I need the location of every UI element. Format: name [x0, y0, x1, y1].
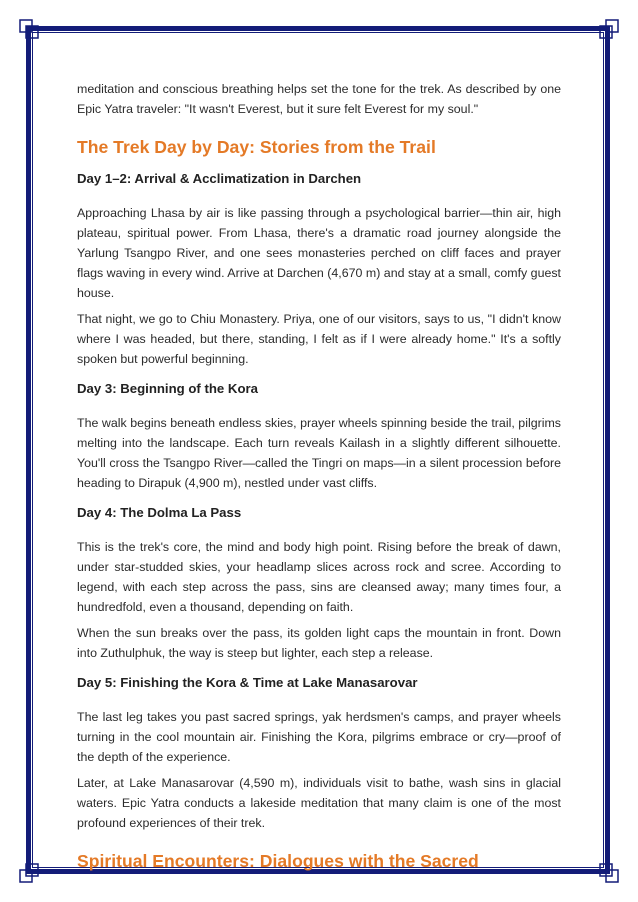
document-content: [77, 79, 561, 873]
day-heading-1-2: Day 1–2: Arrival & Acclimatization in Darchen: [77, 171, 362, 186]
intro-paragraph: meditation and conscious breathing helps set the tone for the trek. As described by one Epic Yatra traveler: "It wasn't Everest, but it sure felt Everest for my soul.": [77, 82, 561, 116]
corner-ornament-icon: [592, 16, 622, 46]
day-heading-4: Day 4: The Dolma La Pass: [77, 505, 242, 520]
day-4-paragraph-2: When the sun breaks over the pass, its golden light caps the mountain in front. Down into Zuthulphuk, the way is steep but lighter, each step a release.: [77, 626, 561, 660]
section-heading-spiritual-encounters: Spiritual Encounters: Dialogues with the Sacred: [77, 851, 479, 871]
day-5-paragraph-2: Later, at Lake Manasarovar (4,590 m), individuals visit to bathe, wash sins in glacial waters. Epic Yatra conducts a lakeside meditation that many claim is one of the most profound experiences of their trek.: [77, 776, 561, 830]
corner-ornament-icon: [592, 856, 622, 886]
day-heading-5: Day 5: Finishing the Kora & Time at Lake Manasarovar: [77, 675, 418, 690]
corner-ornament-icon: [16, 16, 46, 46]
section-heading-trek-day-by-day: The Trek Day by Day: Stories from the Trail: [77, 137, 436, 157]
day-4-paragraph-1: This is the trek's core, the mind and body high point. Rising before the break of dawn, under star-studded skies, your headlamp slices across rock and scree. According to legend, with each step across the pass, sins are cleansed away; many times four, a hundredfold, even a thousand, depending on faith.: [77, 540, 561, 614]
corner-ornament-icon: [16, 856, 46, 886]
day-heading-3: Day 3: Beginning of the Kora: [77, 381, 258, 396]
day-5-paragraph-1: The last leg takes you past sacred springs, yak herdsmen's camps, and prayer wheels turning in the cool mountain air. Finishing the Kora, pilgrims embrace or cry—proof of the depth of the experience.: [77, 710, 561, 764]
day-1-2-paragraph-2: That night, we go to Chiu Monastery. Priya, one of our visitors, says to us, "I didn't know where I was headed, but there, standing, I felt as if I were already home." It's a softly spoken but powerful beginning.: [77, 312, 561, 366]
day-3-paragraph-1: The walk begins beneath endless skies, prayer wheels spinning beside the trail, pilgrims melting into the landscape. Each turn reveals Kailash in a slightly different silhouette. You'll cross the Tsangpo River—called the Tingri on maps—in a silent procession before heading to Dirapuk (4,900 m), nestled under vast cliffs.: [77, 416, 561, 490]
day-1-2-paragraph-1: Approaching Lhasa by air is like passing through a psychological barrier—thin air, high plateau, spiritual power. From Lhasa, there's a dramatic road journey alongside the Yarlung Tsangpo River, and one sees monasteries perched on cliff faces and prayer flags waving in every wind. Arrive at Darchen (4,670 m) and stay at a small, comfy guest house.: [77, 206, 561, 300]
